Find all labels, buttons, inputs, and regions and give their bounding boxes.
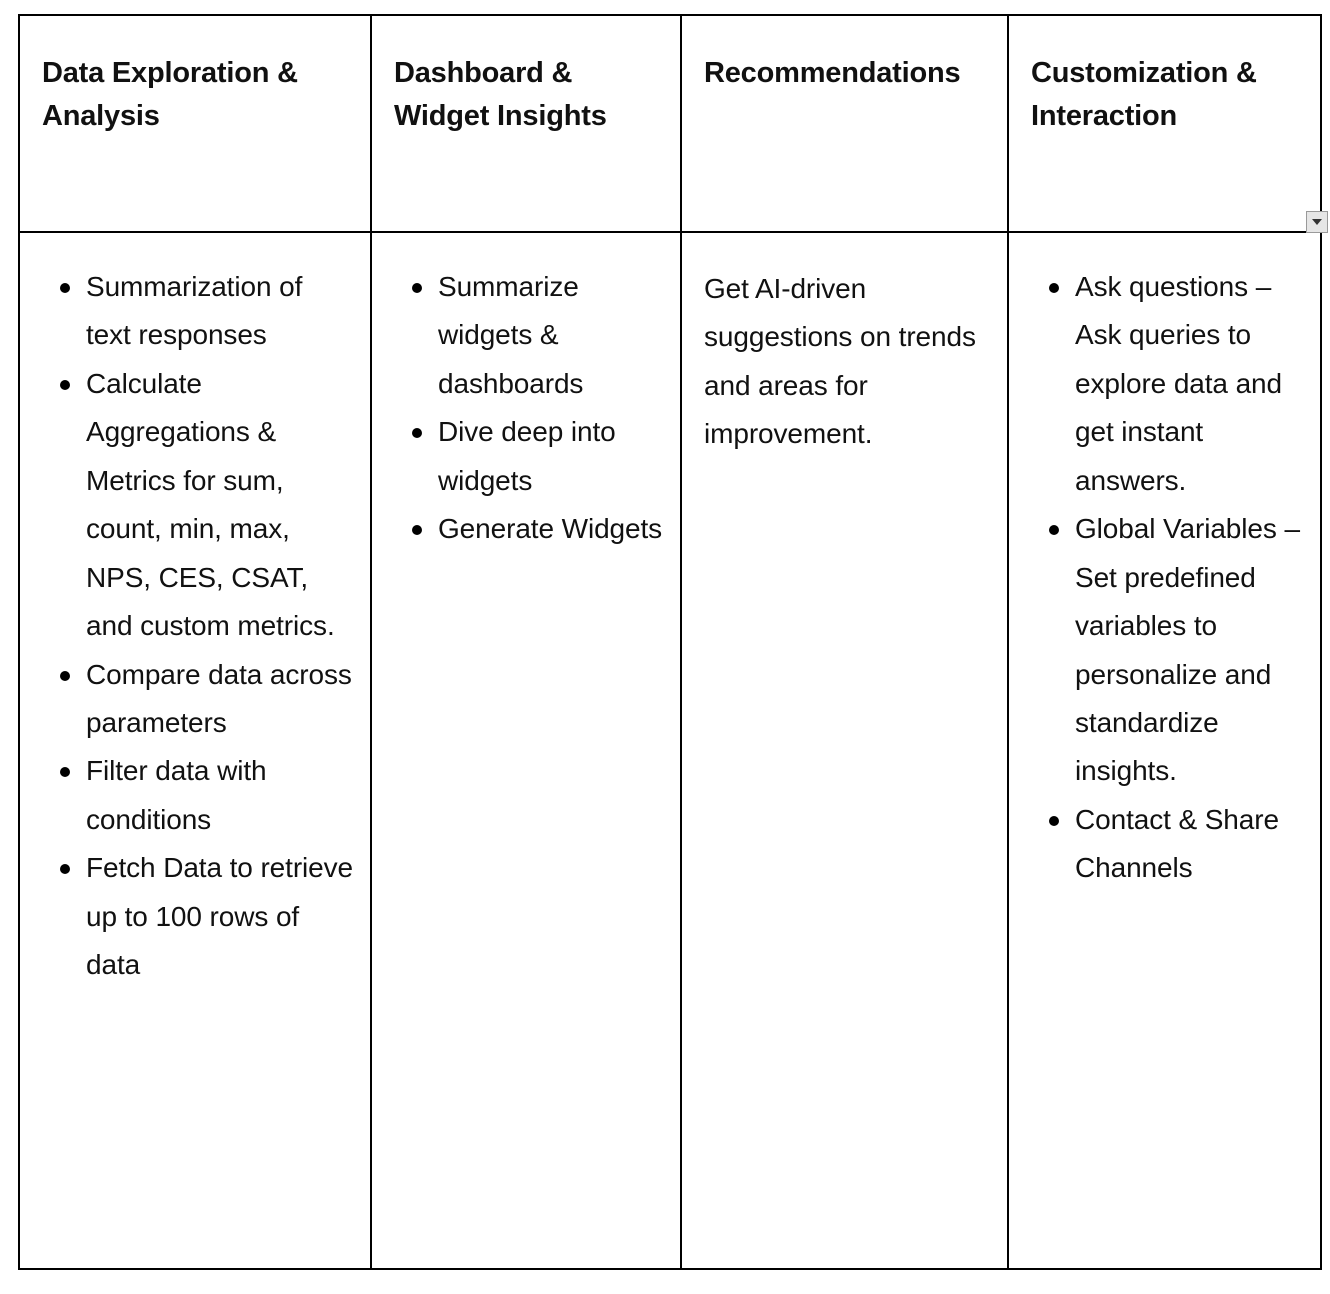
cell-data-exploration: [19, 232, 371, 1269]
recommendations-text: Get AI-driven suggestions on trends and areas for improvement.: [704, 273, 976, 450]
column-header-dashboard-widget: [371, 15, 681, 232]
list-item: Summarize widgets & dashboards: [438, 263, 664, 408]
column-header-label: Customization & Interaction: [1031, 57, 1257, 132]
table-body-row: [19, 232, 1321, 1269]
cell-dashboard-widget: [371, 232, 681, 1269]
list-item: Compare data across parameters: [86, 651, 354, 748]
column-header-customization-interaction: [1008, 15, 1321, 232]
list-item: Contact & Share Channels: [1075, 796, 1304, 893]
column-header-label: Data Exploration & Analysis: [42, 57, 298, 132]
bullet-list-customization-interaction: [1027, 263, 1304, 893]
column-header-label: Dashboard & Widget Insights: [394, 57, 607, 132]
feature-comparison-table: [18, 14, 1322, 1270]
cell-recommendations: [681, 232, 1008, 1269]
list-item: Ask questions – Ask queries to explore data and get instant answers.: [1075, 263, 1304, 505]
list-item: Calculate Aggregations & Metrics for sum, count, min, max, NPS, CES, CSAT, and custom metrics.: [86, 360, 354, 651]
list-item: Summarization of text responses: [86, 263, 354, 360]
bullet-list-dashboard-widget: [390, 263, 664, 554]
list-item: Global Variables – Set predefined variables to personalize and standardize insights.: [1075, 505, 1304, 796]
cell-customization-interaction: [1008, 232, 1321, 1269]
column-header-recommendations: [681, 15, 1008, 232]
list-item: Filter data with conditions: [86, 747, 354, 844]
column-header-data-exploration: [19, 15, 371, 232]
table-header-row: [19, 15, 1321, 232]
list-item: Generate Widgets: [438, 505, 664, 553]
list-item: Fetch Data to retrieve up to 100 rows of data: [86, 844, 354, 989]
list-item: Dive deep into widgets: [438, 408, 664, 505]
chevron-down-icon[interactable]: [1306, 211, 1328, 233]
column-header-label: Recommendations: [704, 57, 961, 89]
bullet-list-data-exploration: [38, 263, 354, 990]
